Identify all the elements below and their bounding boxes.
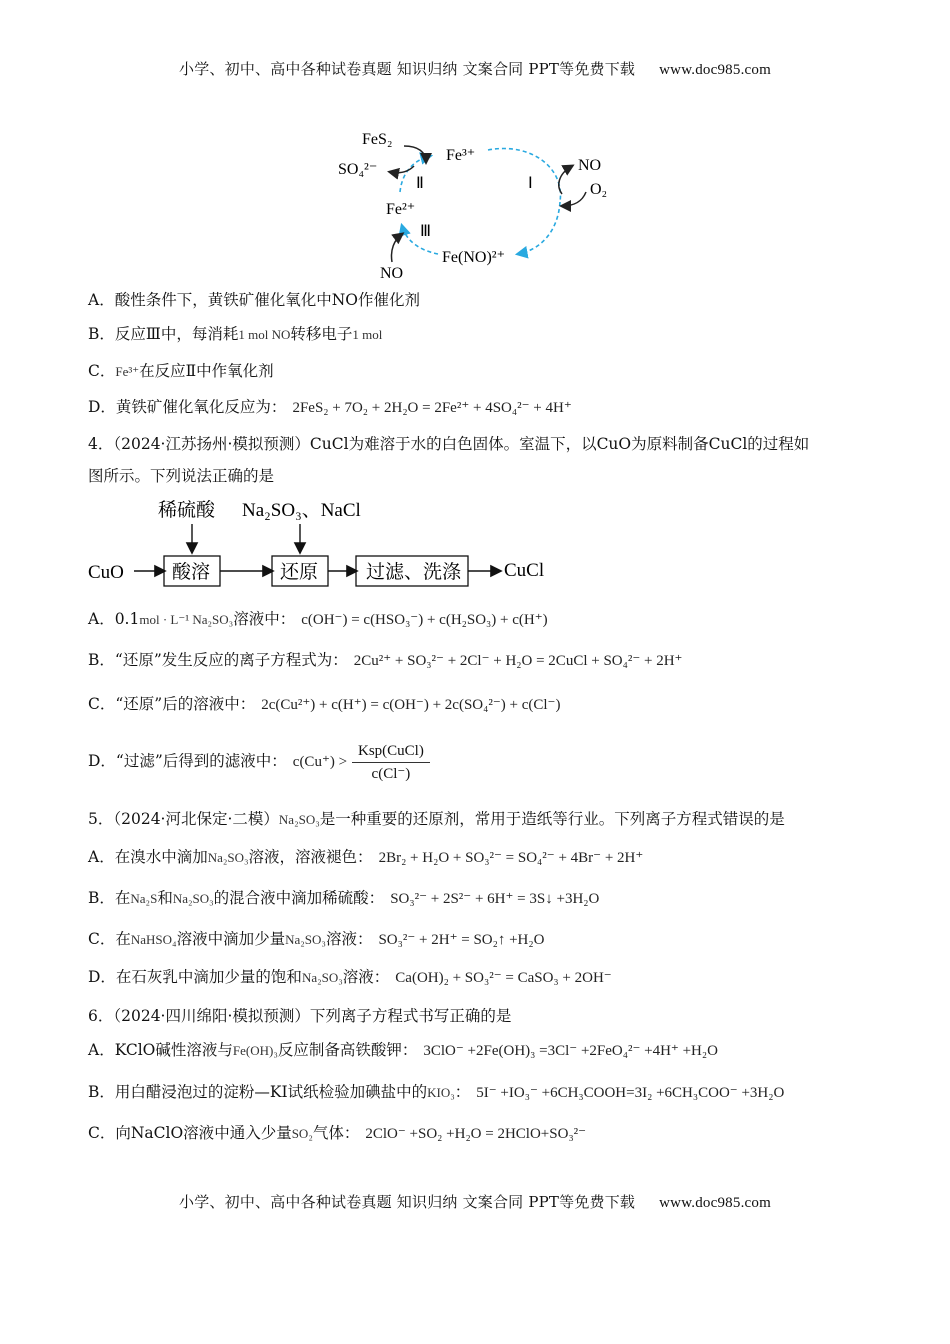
q4-option-a: A．0.1mol · L⁻¹ Na₂SO₃溶液中： c(OH⁻) = c(HSO₃⁻) + c(H₂SO₃) + c(H⁺) (88, 610, 548, 628)
reaction-i-label: Ⅰ (528, 175, 533, 192)
reagent-na2so3-nacl: Na₂SO₃、NaCl (242, 500, 361, 521)
so4-out-arrow (390, 166, 414, 173)
fe3-label: Fe³⁺ (446, 147, 476, 164)
so4-label: SO₄²⁻ (338, 161, 378, 178)
q5-option-b: B．在Na₂S和Na₂SO₃的混合液中滴加稀硫酸： SO₃²⁻ + 2S²⁻ + 6H⁺ = 3S↓ +3H₂O (88, 889, 600, 907)
catalytic-cycle-diagram (330, 122, 630, 284)
q6-option-c: C．向NaClO溶液中通入少量SO₂气体： 2ClO⁻ +SO₂ +H₂O = 2HClO+SO₃²⁻ (88, 1124, 587, 1142)
reagent-sulfuric-acid: 稀硫酸 (158, 500, 216, 521)
q5-option-c: C．在NaHSO₄溶液中滴加少量Na₂SO₃溶液： SO₃²⁻ + 2H⁺ = SO₂↑ +H₂O (88, 930, 545, 948)
q3-option-a: A．酸性条件下，黄铁矿催化氧化中NO作催化剂 (88, 291, 420, 309)
o2-label: O₂ (590, 181, 608, 198)
q5-option-d: D．在石灰乳中滴加少量的饱和Na₂SO₃溶液： Ca(OH)₂ + SO₃²⁻ = CaSO₃ + 2OH⁻ (88, 968, 612, 986)
o2-in-arrow (562, 192, 586, 206)
q3-option-c: C．Fe³⁺在反应Ⅱ中作氧化剂 (88, 362, 274, 380)
q4-stem-line1: 4．（2024·江苏扬州·模拟预测）CuCl为难溶于水的白色固体。室温下，以CuO为原料制备CuCl的过程如 (88, 435, 810, 453)
header-text: 小学、初中、高中各种试卷真题 知识归纳 文案合同 PPT等免费下载 (179, 60, 636, 78)
footer-text: 小学、初中、高中各种试卷真题 知识归纳 文案合同 PPT等免费下载 (179, 1193, 636, 1211)
step-acid-dissolve: 酸溶 (172, 562, 211, 583)
q3-option-b: B．反应Ⅲ中，每消耗1 mol NO转移电子1 mol (88, 325, 383, 343)
q4-option-c: C．“还原”后的溶液中： 2c(Cu²⁺) + c(H⁺) = c(OH⁻) + 2c(SO₄²⁻) + c(Cl⁻) (88, 695, 561, 713)
fes2-label: FeS₂ (362, 131, 393, 148)
step-reduce: 还原 (280, 562, 319, 583)
step-filter-wash: 过滤、洗涤 (366, 562, 462, 583)
footer-site-link[interactable]: www.doc985.com (659, 1195, 771, 1211)
fes2-in-arrow (404, 146, 426, 162)
q4-stem-line2: 图所示。下列说法正确的是 (88, 467, 275, 485)
no-out-label: NO (578, 157, 602, 174)
q3-option-d: D．黄铁矿催化氧化反应为： 2FeS₂ + 7O₂ + 2H₂O = 2Fe²⁺ + 4SO₄²⁻ + 4H⁺ (88, 398, 572, 416)
q5-stem: 5．（2024·河北保定·二模）Na₂SO₃是一种重要的还原剂，常用于造纸等行业。下列离子方程式错误的是 (88, 810, 785, 828)
fe2-label: Fe²⁺ (386, 201, 416, 218)
reaction-iii-label: Ⅲ (420, 223, 432, 240)
no-in-label: NO (380, 265, 404, 282)
q6-option-b: B．用白醋浸泡过的淀粉—KI试纸检验加碘盐中的KIO₃： 5I⁻ +IO₃⁻ +6CH₃COOH=3I₂ +6CH₃COO⁻ +3H₂O (88, 1083, 785, 1101)
q4-option-d: D．“过滤”后得到的滤液中： c(Cu⁺) > $\frac{\text{Ksp(CuCl)}}{c(Cl^-)}$ (88, 738, 870, 785)
flow-start-cuo: CuO (88, 562, 124, 583)
reaction-ii-label: Ⅱ (416, 175, 424, 192)
q5-option-a: A．在溴水中滴加Na₂SO₃溶液，溶液褪色： 2Br₂ + H₂O + SO₃²⁻ = SO₄²⁻ + 4Br⁻ + 2H⁺ (88, 848, 644, 866)
flow-end-cucl: CuCl (504, 560, 545, 581)
q6-stem: 6．（2024·四川绵阳·模拟预测）下列离子方程式书写正确的是 (88, 1007, 512, 1025)
cycle-arc-i-bottom (518, 202, 560, 254)
header-site-link[interactable]: www.doc985.com (659, 62, 771, 78)
ksp-fraction: $\frac{\text{Ksp(CuCl)}}{c(Cl^-)}$ (352, 740, 430, 785)
q4-option-b: B．“还原”发生反应的离子方程式为： 2Cu²⁺ + SO₃²⁻ + 2Cl⁻ + H₂O = 2CuCl + SO₄²⁻ + 2H⁺ (88, 651, 683, 669)
page-footer (0, 1191, 950, 1212)
no-in-arrow (391, 234, 402, 262)
page-header (0, 58, 950, 79)
q6-option-a: A．KClO碱性溶液与Fe(OH)₃反应制备高铁酸钾： 3ClO⁻ +2Fe(OH)₃ =3Cl⁻ +2FeO₄²⁻ +4H⁺ +H₂O (88, 1041, 718, 1059)
cucl-flow-diagram (86, 494, 566, 590)
cycle-arc-i-top (488, 149, 560, 202)
feno-label: Fe(NO)²⁺ (442, 249, 506, 266)
